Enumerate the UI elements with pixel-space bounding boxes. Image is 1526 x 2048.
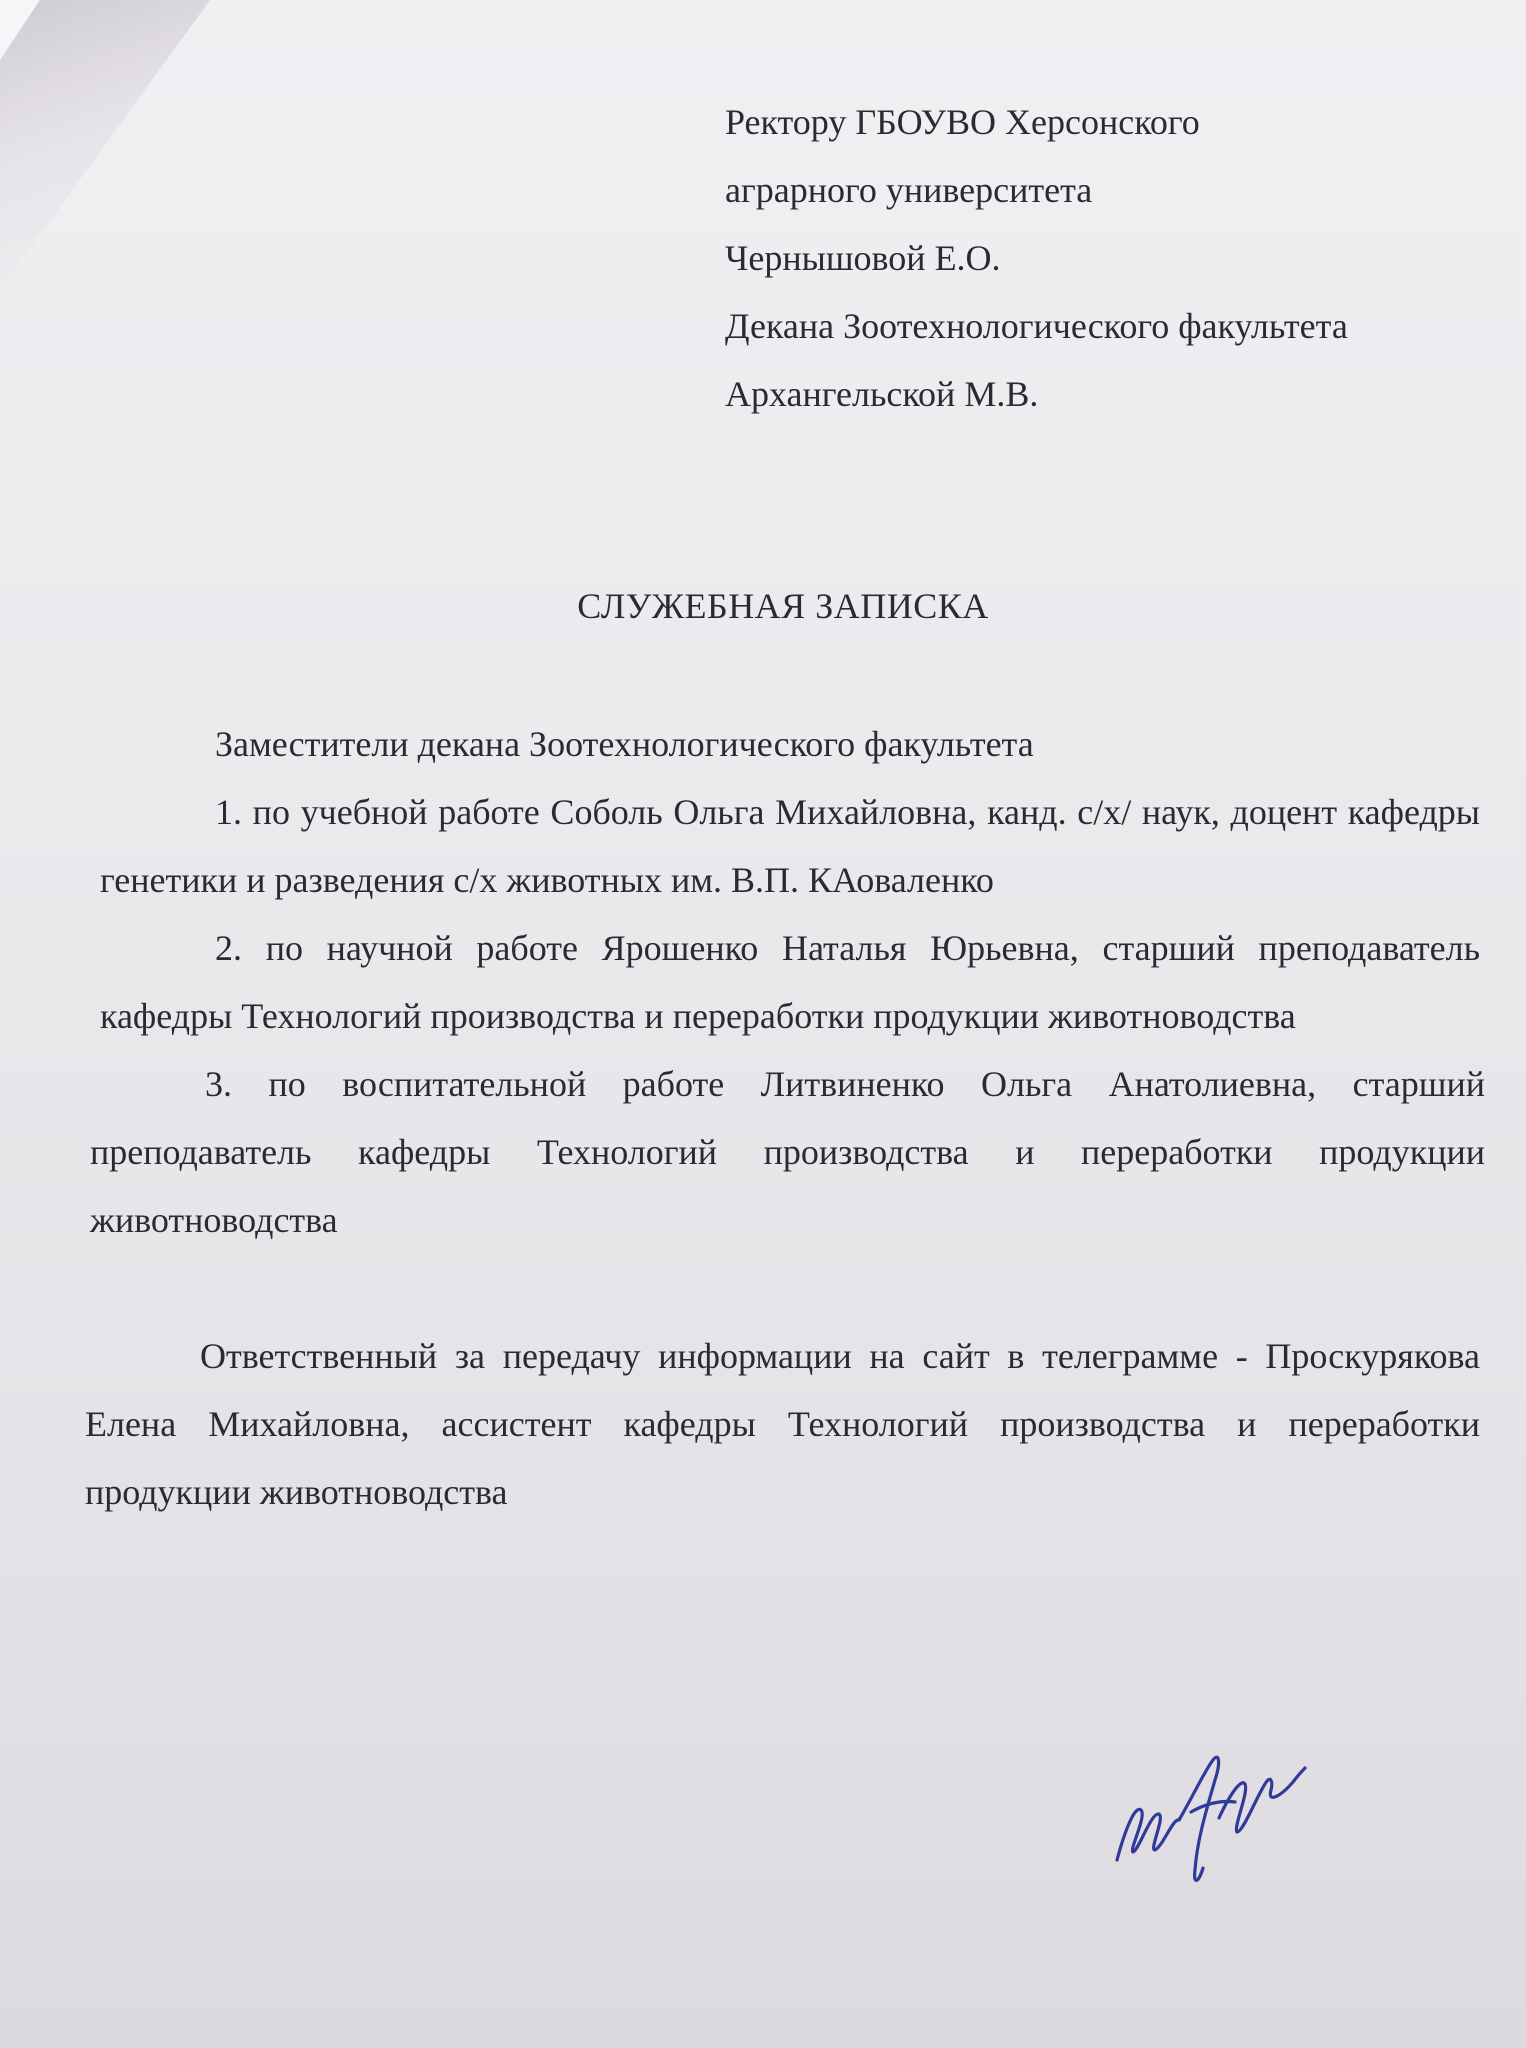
signature-drawing bbox=[1095, 1700, 1315, 1900]
addressee-block bbox=[725, 88, 1485, 428]
addressee-line: Декана Зоотехнологического факультета bbox=[725, 306, 1348, 346]
addressee-line: Архангельской М.В. bbox=[725, 374, 1039, 414]
addressee-line: Ректору ГБОУВО Херсонского bbox=[725, 102, 1200, 142]
deputy-item-1: 1. по учебной работе Соболь Ольга Михайловна, канд. с/х/ наук, доцент кафедры генетики и разведения с/х животных им. В.П. КАоваленко bbox=[100, 792, 1480, 900]
addressee-line: Чернышовой Е.О. bbox=[725, 238, 1001, 278]
intro-paragraph: Заместители декана Зоотехнологического факультета bbox=[215, 724, 1034, 764]
responsible-paragraph: Ответственный за передачу информации на сайт в телеграмме - Проскурякова Елена Михайловна, ассистент кафедры Технологий производства и переработки продукции животноводства bbox=[85, 1336, 1480, 1512]
deputy-item-3: 3. по воспитательной работе Литвиненко Ольга Анатолиевна, старший преподаватель кафедры Технологий производства и переработки продукции животноводства bbox=[90, 1064, 1485, 1240]
deputy-item-2: 2. по научной работе Ярошенко Наталья Юрьевна, старший преподаватель кафедры Технологий производства и переработки продукции животноводства bbox=[100, 928, 1480, 1036]
signature-icon bbox=[1095, 1700, 1315, 1900]
document-title: СЛУЖЕБНАЯ ЗАПИСКА bbox=[577, 586, 989, 626]
memo-body bbox=[85, 710, 1485, 1526]
document-title-row bbox=[0, 585, 1526, 627]
paragraph-gap bbox=[100, 1254, 1480, 1322]
addressee-line: аграрного университета bbox=[725, 170, 1093, 210]
